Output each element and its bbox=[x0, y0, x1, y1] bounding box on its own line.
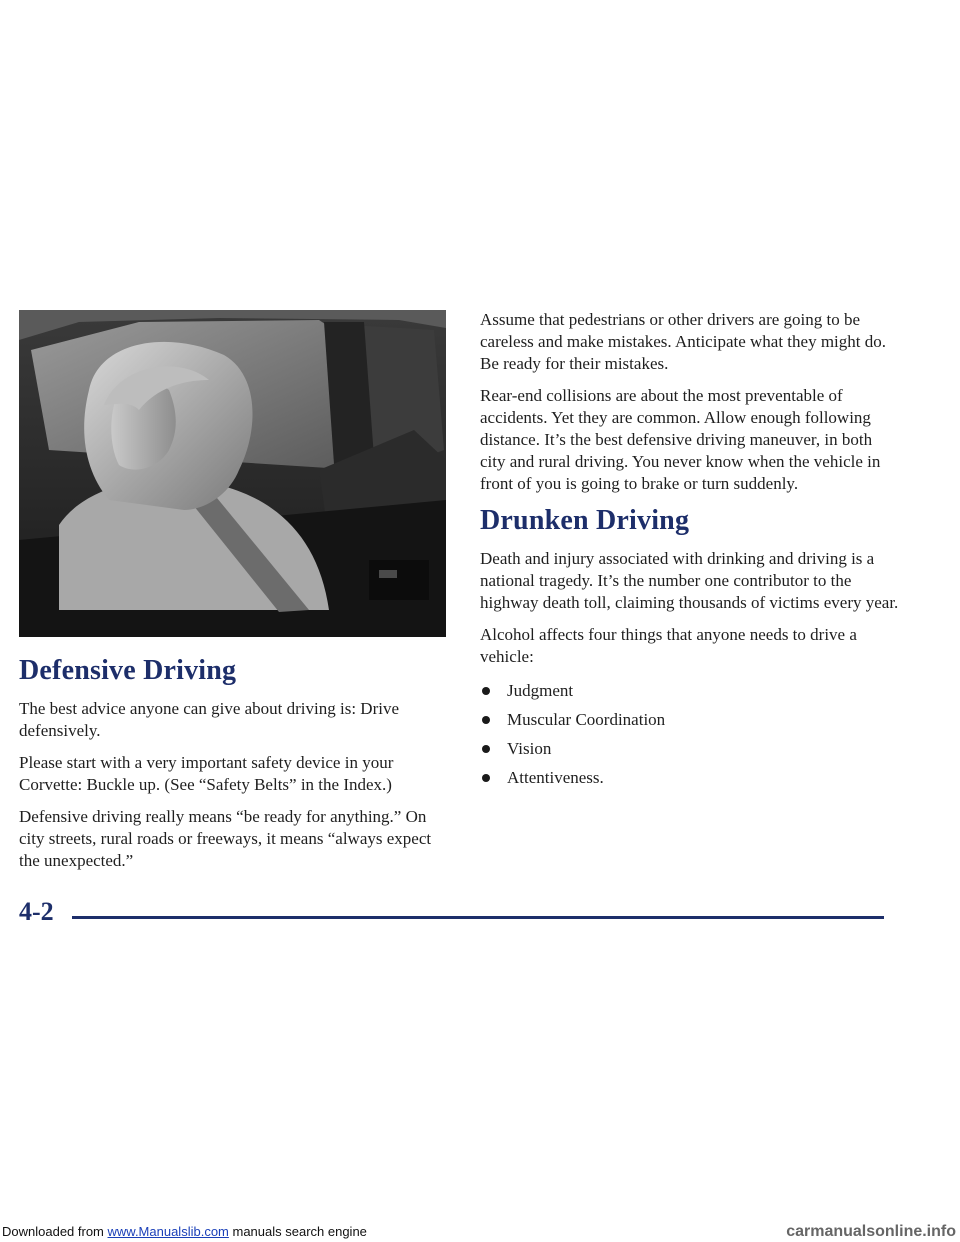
bullet-icon bbox=[482, 774, 490, 782]
alcohol-effects-list bbox=[480, 680, 900, 789]
bullet-icon bbox=[482, 716, 490, 724]
footer-rule bbox=[72, 916, 884, 919]
list-item bbox=[480, 738, 900, 760]
bullet-icon bbox=[482, 745, 490, 753]
right-intro-paragraph-1: Assume that pedestrians or other drivers are going to be careless and make mistakes. Anticipate what they might do. Be ready for their mistakes. bbox=[480, 310, 886, 373]
watermark-left bbox=[2, 1221, 367, 1242]
list-item-label: Judgment bbox=[507, 681, 574, 700]
watermark-site: carmanualsonline.info bbox=[786, 1223, 956, 1240]
list-item-label: Vision bbox=[507, 739, 552, 758]
bullet-icon bbox=[482, 687, 490, 695]
left-paragraph-3: Defensive driving really means “be ready for anything.” On city streets, rural roads or freeways, it means “always expect the unexpected.” bbox=[19, 807, 432, 870]
drunken-driving-heading: Drunken Driving bbox=[480, 505, 690, 536]
left-column bbox=[19, 655, 451, 882]
list-item bbox=[480, 709, 900, 731]
left-paragraph-1: The best advice anyone can give about driving is: Drive defensively. bbox=[19, 699, 400, 740]
list-item-label: Attentiveness. bbox=[507, 768, 604, 787]
left-paragraph-2: Please start with a very important safety device in your Corvette: Buckle up. (See “Safety Belts” in the Index.) bbox=[19, 753, 394, 794]
right-column bbox=[480, 309, 900, 796]
list-item-label: Muscular Coordination bbox=[507, 710, 666, 729]
list-item bbox=[480, 767, 900, 789]
right-paragraph-1: Death and injury associated with drinking and driving is a national tragedy. It’s the number one contributor to the highway death toll, claiming thousands of victims every year. bbox=[480, 549, 899, 612]
woman-in-car-illustration bbox=[19, 310, 446, 637]
watermark-prefix: Downloaded from bbox=[2, 1224, 108, 1239]
defensive-driving-heading: Defensive Driving bbox=[19, 655, 237, 686]
page-number: 4-2 bbox=[19, 897, 54, 926]
manualslib-link[interactable]: www.Manualslib.com bbox=[107, 1224, 229, 1239]
right-intro-paragraph-2: Rear-end collisions are about the most preventable of accidents. Yet they are common. Allow enough following distance. It’s the best defensive driving maneuver, in both city and rural driving. You never know when the vehicle in front of you is going to brake or turn suddenly. bbox=[480, 386, 881, 493]
download-watermark bbox=[0, 1221, 960, 1242]
watermark-suffix: manuals search engine bbox=[228, 1224, 367, 1239]
list-item bbox=[480, 680, 900, 702]
right-paragraph-2: Alcohol affects four things that anyone needs to drive a vehicle: bbox=[480, 625, 857, 666]
